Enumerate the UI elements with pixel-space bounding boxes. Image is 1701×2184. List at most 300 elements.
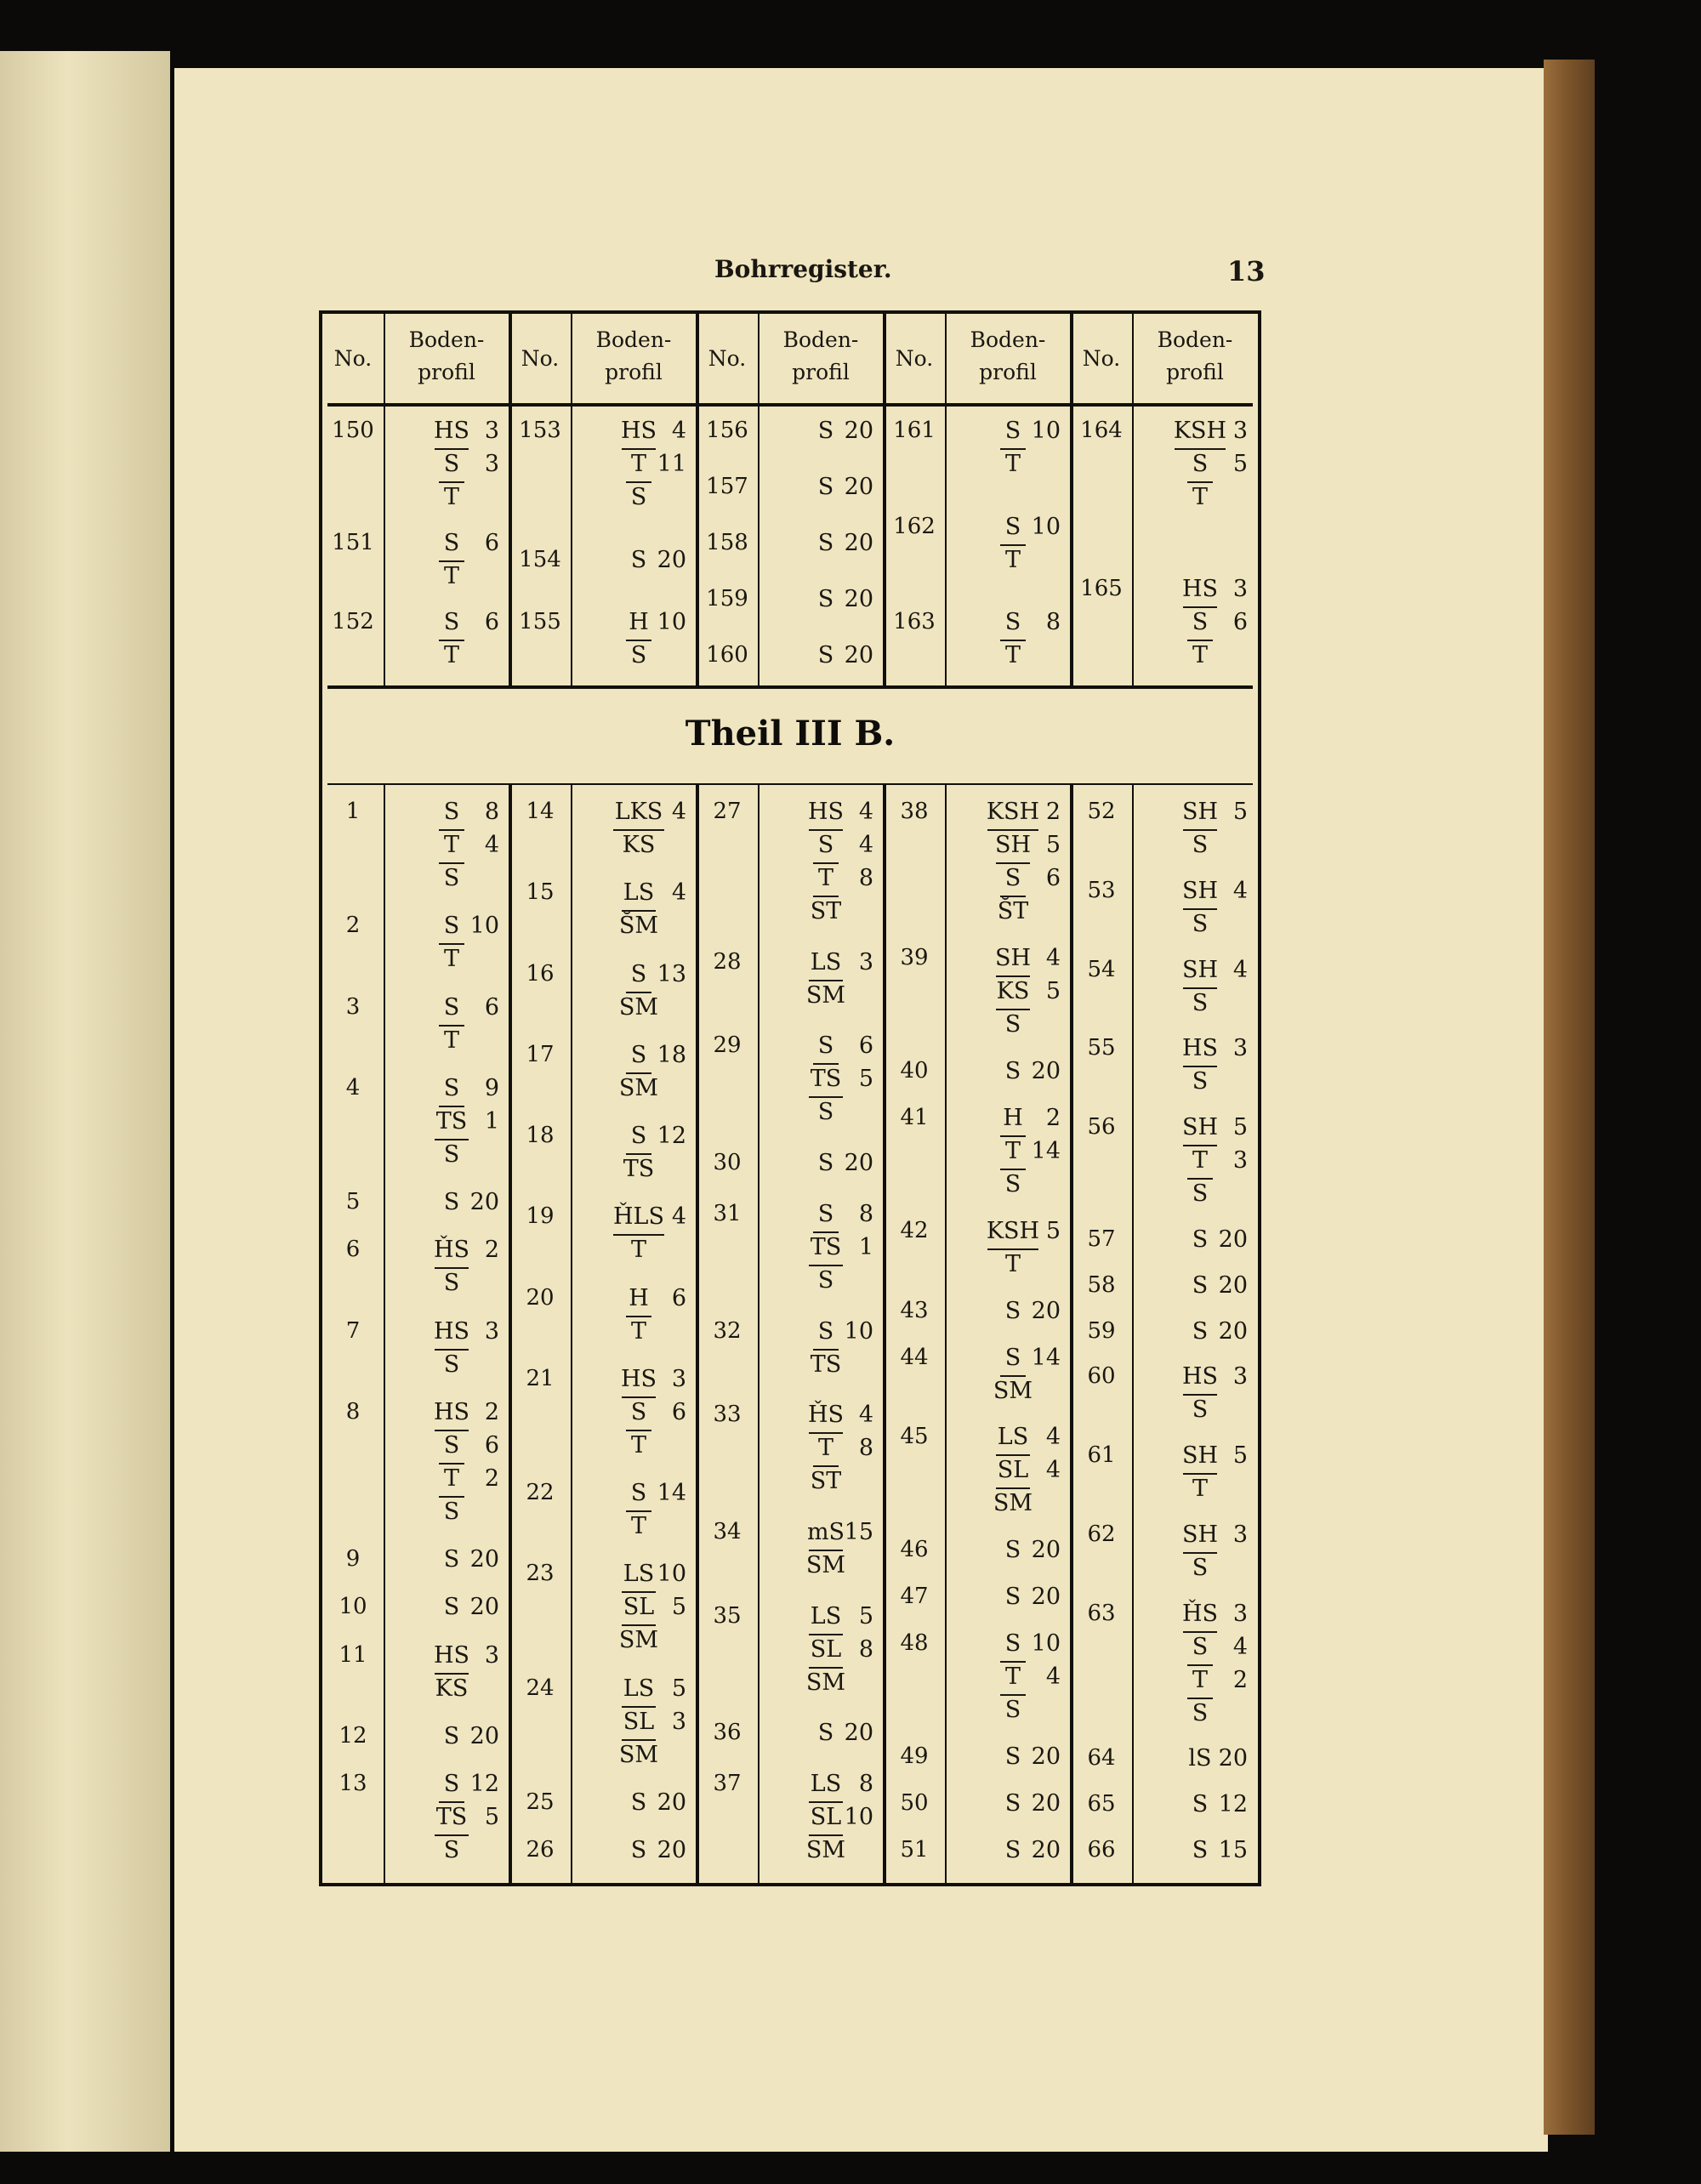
profile-layer	[1149, 799, 1248, 832]
profile-layer	[588, 832, 686, 865]
profile-layer	[775, 1267, 873, 1300]
profile-layer	[1149, 576, 1248, 609]
profile-layer	[962, 832, 1061, 865]
row-number: 48	[900, 1630, 929, 1657]
profile-layer	[775, 1234, 873, 1267]
column-rule	[571, 783, 572, 1883]
profile-layer	[588, 1480, 686, 1513]
layer-depth: 20	[1031, 1790, 1061, 1817]
soil-code: S	[1004, 1344, 1021, 1371]
layer-divider	[439, 1801, 464, 1803]
layer-divider	[435, 1834, 469, 1836]
layer-divider	[996, 1487, 1030, 1489]
column-rule	[758, 783, 759, 1883]
profile-layer	[401, 1351, 499, 1385]
soil-code: S	[1004, 1837, 1021, 1863]
layer-depth: 4	[1045, 1424, 1061, 1451]
row-number: 45	[900, 1424, 929, 1450]
profile-layer	[401, 1594, 499, 1627]
layer-depth: 12	[1218, 1791, 1248, 1818]
layer-depth: 4	[671, 879, 686, 907]
row-number: 34	[713, 1518, 742, 1544]
profile-layer	[962, 1105, 1061, 1138]
layer-divider	[1000, 1661, 1026, 1663]
profile-layer	[588, 1513, 686, 1546]
profile-layer	[588, 484, 686, 517]
row-number: 4	[345, 1074, 361, 1101]
soil-code: SH	[994, 944, 1032, 971]
row-number: 165	[1080, 576, 1123, 601]
layer-depth: 20	[1218, 1226, 1248, 1253]
soil-code: S	[1192, 451, 1209, 477]
soil-code: T	[1004, 451, 1021, 477]
soil-code: SM	[805, 1669, 846, 1696]
row-number: 150	[332, 418, 374, 443]
soil-code: ȞLS	[613, 1203, 664, 1231]
profile-layer	[962, 1298, 1061, 1331]
table-rule	[327, 783, 1253, 785]
layer-divider	[1000, 640, 1026, 641]
soil-code: S	[1004, 1010, 1021, 1038]
soil-code: S	[817, 474, 834, 500]
row-number: 15	[526, 879, 555, 906]
soil-code: S	[1004, 609, 1021, 635]
layer-depth: 12	[469, 1771, 499, 1797]
row-number: 159	[706, 586, 748, 611]
table-rule	[327, 685, 1253, 689]
row-number: 155	[519, 609, 561, 634]
soil-code: S	[630, 1041, 647, 1068]
layer-depth: 4	[671, 1203, 686, 1231]
layer-divider	[439, 1463, 464, 1465]
layer-divider	[1183, 908, 1217, 910]
layer-depth: 20	[1031, 1837, 1061, 1863]
soil-code: TS	[810, 1233, 842, 1260]
page-block-edge	[1544, 60, 1595, 2135]
column-header-no: No.	[708, 346, 747, 371]
table-rule	[327, 403, 1253, 407]
soil-code: LS	[810, 1602, 842, 1629]
soil-code: S	[443, 1594, 460, 1621]
soil-code: H	[629, 609, 649, 635]
soil-code: S	[1004, 1297, 1021, 1324]
soil-code: TS	[435, 1804, 468, 1830]
profile-layer	[775, 418, 873, 451]
profile-layer	[962, 1011, 1061, 1044]
soil-code: S	[1192, 1317, 1209, 1345]
layer-divider	[435, 1267, 469, 1269]
soil-code: T	[1192, 1147, 1208, 1174]
soil-code: S	[1004, 1630, 1021, 1658]
row-number: 9	[345, 1546, 361, 1572]
soil-code: HS	[433, 418, 470, 444]
row-number: 18	[526, 1123, 555, 1148]
layer-divider	[1000, 1169, 1026, 1170]
soil-code: KSH	[986, 1217, 1040, 1244]
profile-layer	[588, 642, 686, 675]
profile-layer	[775, 982, 873, 1015]
layer-depth: 14	[1031, 1344, 1061, 1371]
soil-code: T	[817, 865, 833, 891]
layer-depth: 8	[858, 1771, 873, 1797]
row-number: 64	[1087, 1745, 1116, 1772]
layer-divider	[439, 481, 464, 483]
row-number: 44	[900, 1344, 929, 1370]
soil-code: S	[630, 960, 647, 987]
layer-divider	[626, 1430, 651, 1431]
column-rule	[1132, 783, 1134, 1883]
header-line: Boden-	[970, 327, 1046, 352]
layer-divider	[1000, 1375, 1026, 1377]
soil-code: H	[629, 1284, 649, 1311]
layer-depth: 20	[1031, 1057, 1061, 1084]
row-number: 32	[713, 1317, 742, 1344]
soil-code: S	[817, 1720, 834, 1747]
row-number: 1	[345, 799, 361, 824]
profile-layer	[962, 1171, 1061, 1204]
row-number: 162	[893, 513, 936, 539]
layer-divider	[435, 1139, 469, 1140]
row-number: 160	[706, 642, 748, 668]
layer-depth: 20	[844, 642, 873, 668]
profile-layer	[401, 1465, 499, 1499]
profile-layer	[588, 1366, 686, 1399]
row-number: 17	[526, 1041, 555, 1067]
profile-layer	[401, 1318, 499, 1351]
row-number: 156	[706, 418, 748, 443]
soil-code: S	[630, 1789, 647, 1816]
profile-layer	[401, 1027, 499, 1061]
layer-depth: 6	[671, 1398, 686, 1425]
profile-layer	[775, 530, 873, 563]
layer-depth: 3	[1232, 1035, 1248, 1062]
soil-code: KS	[622, 832, 656, 858]
layer-depth: 20	[1218, 1271, 1248, 1299]
profile-layer	[588, 961, 686, 994]
layer-depth: 4	[858, 832, 873, 858]
row-number: 153	[519, 418, 561, 443]
soil-code: S	[630, 1837, 647, 1863]
row-number: 40	[900, 1057, 929, 1083]
soil-code: S	[1004, 1057, 1021, 1084]
row-number: 157	[706, 474, 748, 499]
soil-code: T	[1192, 1476, 1208, 1503]
row-number: 39	[900, 944, 929, 970]
soil-code: LS	[810, 1771, 842, 1797]
profile-layer	[401, 530, 499, 563]
column-header-bodenprofil	[945, 324, 1071, 389]
soil-code: T	[443, 946, 459, 973]
layer-depth: 8	[858, 1435, 873, 1462]
profile-layer	[401, 1723, 499, 1756]
profile-layer	[775, 1669, 873, 1703]
row-number: 7	[345, 1317, 361, 1344]
soil-code: TS	[435, 1107, 468, 1135]
profile-layer	[775, 1552, 873, 1585]
layer-depth: 3	[671, 1708, 686, 1735]
profile-layer	[962, 898, 1061, 931]
group-rule	[509, 783, 512, 1883]
layer-divider	[622, 1396, 656, 1398]
profile-layer	[401, 913, 499, 946]
profile-layer	[401, 1237, 499, 1270]
running-head: Bohrregister.	[714, 255, 892, 283]
soil-code: S	[443, 1498, 460, 1525]
header-line: Boden-	[408, 327, 485, 352]
soil-code: SM	[993, 1377, 1033, 1404]
layer-depth: 18	[657, 1041, 686, 1068]
profile-layer	[401, 946, 499, 979]
layer-depth: 3	[1232, 1363, 1248, 1391]
layer-depth: 8	[858, 1200, 873, 1227]
soil-code: ST	[810, 898, 842, 924]
profile-layer	[588, 1399, 686, 1432]
layer-divider	[1000, 1694, 1026, 1696]
soil-code: T	[1004, 642, 1021, 668]
layer-divider	[809, 1634, 843, 1635]
row-number: 158	[706, 530, 748, 555]
row-number: 61	[1087, 1442, 1116, 1469]
layer-depth: 13	[657, 960, 686, 987]
soil-code: HS	[433, 1317, 470, 1345]
soil-code: S	[443, 1270, 460, 1297]
profile-layer	[962, 945, 1061, 978]
profile-layer	[775, 1201, 873, 1234]
profile-layer	[775, 1468, 873, 1501]
profile-layer	[401, 1546, 499, 1579]
page-number: 13	[1227, 255, 1266, 287]
profile-layer	[1149, 957, 1248, 990]
profile-layer	[401, 1675, 499, 1709]
column-header-bodenprofil	[758, 324, 884, 389]
profile-layer	[401, 1432, 499, 1465]
layer-divider	[996, 1009, 1030, 1010]
row-number: 8	[345, 1398, 361, 1425]
profile-layer	[775, 1402, 873, 1435]
layer-divider	[435, 1430, 469, 1431]
row-number: 31	[713, 1200, 742, 1226]
layer-depth: 5	[858, 1602, 873, 1629]
profile-layer	[775, 949, 873, 982]
profile-layer	[1149, 1601, 1248, 1634]
profile-layer	[775, 865, 873, 898]
soil-code: S	[630, 642, 647, 668]
soil-code: S	[1192, 1271, 1209, 1299]
soil-code: T	[630, 1237, 646, 1264]
soil-code: HS	[433, 1641, 470, 1669]
row-number: 154	[519, 546, 561, 572]
profile-layer	[588, 1123, 686, 1156]
row-number: 51	[900, 1837, 929, 1863]
profile-layer	[775, 1804, 873, 1837]
soil-code: S	[1004, 1743, 1021, 1771]
header-line: profil	[979, 360, 1037, 384]
soil-code: S	[1192, 609, 1209, 635]
soil-code: S	[817, 418, 834, 444]
layer-divider	[435, 1349, 469, 1351]
row-number: 36	[713, 1720, 742, 1746]
profile-layer	[1149, 1442, 1248, 1476]
layer-divider	[809, 829, 843, 831]
layer-divider	[626, 1072, 651, 1074]
layer-depth: 6	[1045, 865, 1061, 891]
profile-layer	[588, 1075, 686, 1108]
row-number: 46	[900, 1537, 929, 1563]
profile-layer	[775, 1771, 873, 1804]
profile-layer	[1149, 990, 1248, 1023]
soil-code: HS	[1181, 576, 1219, 602]
soil-code: S	[1192, 1068, 1209, 1095]
layer-depth: 5	[1045, 832, 1061, 858]
row-number: 42	[900, 1217, 929, 1243]
profile-layer	[588, 451, 686, 484]
row-number: 13	[338, 1771, 367, 1796]
layer-depth: 4	[1045, 1664, 1061, 1691]
soil-code: S	[817, 1150, 834, 1177]
profile-layer	[1149, 832, 1248, 865]
soil-code: S	[1004, 1697, 1021, 1724]
soil-code: S	[443, 1837, 460, 1863]
soil-code: SL	[623, 1594, 655, 1621]
layer-divider	[996, 862, 1030, 864]
soil-code: S	[443, 913, 460, 940]
layer-depth: 6	[671, 1284, 686, 1311]
soil-code: S	[1192, 1396, 1209, 1424]
soil-code: S	[1192, 1837, 1209, 1863]
section-heading: Theil III B.	[685, 714, 896, 754]
profile-layer	[775, 1603, 873, 1636]
soil-code: S	[1192, 1633, 1209, 1660]
layer-depth: 5	[671, 1594, 686, 1621]
soil-code: LKS	[614, 799, 663, 825]
soil-code: SH	[1181, 1442, 1219, 1470]
layer-depth: 20	[1031, 1537, 1061, 1564]
layer-divider	[809, 1834, 843, 1836]
soil-code: HS	[807, 799, 845, 825]
profile-layer	[962, 1584, 1061, 1617]
profile-layer	[962, 1837, 1061, 1870]
layer-divider	[622, 448, 656, 450]
profile-layer	[401, 642, 499, 675]
profile-layer	[588, 418, 686, 451]
soil-code: T	[1192, 642, 1208, 668]
profile-layer	[962, 1743, 1061, 1777]
soil-code: SH	[994, 832, 1032, 858]
column-header-bodenprofil	[384, 324, 509, 389]
profile-layer	[1149, 1147, 1248, 1180]
profile-layer	[1149, 1791, 1248, 1824]
layer-depth: 20	[1031, 1584, 1061, 1611]
layer-depth: 14	[657, 1480, 686, 1506]
layer-depth: 3	[1232, 1600, 1248, 1627]
profile-layer	[1149, 1068, 1248, 1101]
bohrregister-table	[319, 310, 1261, 1886]
header-line: Boden-	[782, 327, 859, 352]
profile-layer	[775, 1066, 873, 1099]
layer-divider	[987, 829, 1038, 831]
layer-divider	[1183, 987, 1217, 989]
soil-code: SL	[623, 1708, 655, 1735]
soil-code: HS	[433, 1398, 470, 1425]
soil-code: TS	[623, 1156, 655, 1182]
layer-depth: 4	[671, 799, 686, 825]
column-header-no: No.	[333, 346, 373, 371]
soil-code: lS	[1188, 1745, 1212, 1772]
layer-divider	[813, 1231, 839, 1233]
row-number: 2	[345, 913, 361, 939]
soil-code: S	[1192, 989, 1209, 1016]
row-number: 21	[526, 1365, 555, 1391]
row-number: 56	[1087, 1114, 1116, 1140]
profile-layer	[1149, 1476, 1248, 1509]
row-number: 53	[1087, 877, 1116, 903]
soil-code: T	[1004, 1137, 1021, 1164]
layer-divider	[439, 1025, 464, 1027]
row-number: 41	[900, 1104, 929, 1130]
soil-code: S	[1192, 1554, 1209, 1581]
soil-code: S	[443, 1140, 460, 1168]
soil-code: S	[817, 1099, 834, 1126]
layer-divider	[1183, 1473, 1217, 1475]
soil-code: S	[1192, 1180, 1209, 1208]
profile-layer	[401, 865, 499, 898]
layer-depth: 5	[1045, 1217, 1061, 1244]
layer-divider	[622, 1624, 656, 1626]
layer-depth: 5	[1232, 451, 1248, 477]
profile-layer	[775, 799, 873, 832]
soil-code: S	[817, 530, 834, 556]
soil-code: S	[817, 642, 834, 668]
soil-code: S	[443, 1431, 460, 1459]
layer-divider	[439, 560, 464, 562]
profile-layer	[962, 451, 1061, 484]
profile-layer	[588, 609, 686, 642]
soil-code: ȞS	[807, 1402, 845, 1429]
soil-code: S̆T	[997, 898, 1029, 924]
soil-code: S	[443, 1722, 460, 1749]
soil-code: LS	[623, 879, 655, 907]
header-line: Boden-	[1157, 327, 1233, 352]
profile-layer	[1149, 1180, 1248, 1214]
layer-depth: 20	[844, 586, 873, 612]
profile-layer	[962, 1218, 1061, 1251]
row-number: 29	[713, 1032, 742, 1059]
layer-divider	[626, 481, 651, 483]
layer-depth: 20	[469, 1722, 499, 1749]
profile-layer	[1149, 911, 1248, 944]
profile-layer	[588, 1156, 686, 1189]
profile-layer	[775, 1519, 873, 1552]
profile-layer	[588, 1627, 686, 1660]
profile-layer	[962, 799, 1061, 832]
soil-code: S	[817, 832, 834, 858]
profile-layer	[588, 1675, 686, 1709]
layer-depth: 4	[1045, 1457, 1061, 1484]
layer-depth: 20	[657, 1837, 686, 1863]
soil-code: S	[1004, 418, 1021, 444]
row-number: 38	[900, 799, 929, 824]
soil-code: S	[630, 1398, 647, 1425]
layer-depth: 5	[1045, 977, 1061, 1004]
soil-code: S	[1004, 1537, 1021, 1564]
layer-depth: 20	[1218, 1745, 1248, 1772]
header-line: Boden-	[595, 327, 672, 352]
layer-depth: 20	[1031, 1297, 1061, 1324]
soil-code: SM	[618, 1074, 659, 1101]
soil-code: T	[630, 1317, 646, 1345]
soil-code: T	[443, 832, 459, 858]
soil-code: T	[443, 484, 459, 510]
